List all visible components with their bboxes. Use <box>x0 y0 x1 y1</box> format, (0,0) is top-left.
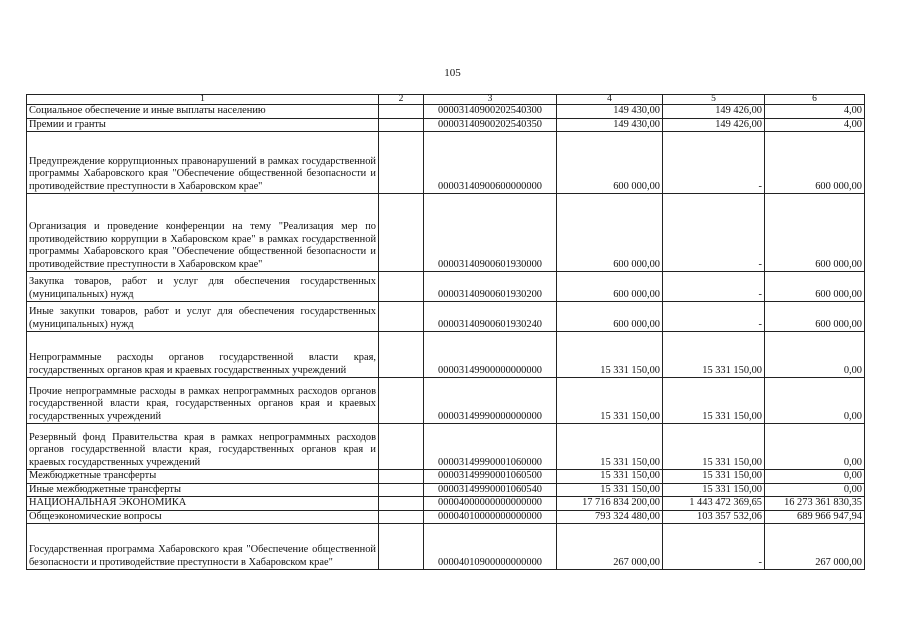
table-row <box>27 118 865 132</box>
row-value-executed: 149 426,00 <box>663 105 765 119</box>
row-value-executed: 15 331 150,00 <box>663 483 765 497</box>
row-section <box>379 272 424 302</box>
row-value-remainder: 0,00 <box>765 378 865 424</box>
row-name: Закупка товаров, работ и услуг для обеспечения государственных (муниципальных) нужд <box>27 272 379 302</box>
table-row <box>27 424 865 470</box>
table-row <box>27 378 865 424</box>
column-header: 6 <box>765 95 865 105</box>
row-code: 00004010900000000000 <box>424 524 557 570</box>
row-value-remainder: 600 000,00 <box>765 132 865 194</box>
row-value-remainder: 0,00 <box>765 332 865 378</box>
row-code: 00003149990001060540 <box>424 483 557 497</box>
row-value-approved: 149 430,00 <box>557 118 663 132</box>
row-code: 00003140900202540300 <box>424 105 557 119</box>
row-value-executed: - <box>663 302 765 332</box>
row-code: 00004000000000000000 <box>424 497 557 511</box>
row-section <box>379 378 424 424</box>
row-name: Резервный фонд Правительства края в рамках непрограммных расходов органов государственной власти края, государственных органов края и краевых государственных учреждений <box>27 424 379 470</box>
column-header: 4 <box>557 95 663 105</box>
row-value-remainder: 0,00 <box>765 483 865 497</box>
row-value-executed: 1 443 472 369,65 <box>663 497 765 511</box>
row-name: Организация и проведение конференции на тему "Реализация мер по противодействию коррупции в Хабаровском крае" в рамках государственной программы Хабаровского края "Обеспечение общественной безопасности и противодействие преступности в Хабаровском крае" <box>27 194 379 272</box>
row-value-approved: 149 430,00 <box>557 105 663 119</box>
row-value-remainder: 600 000,00 <box>765 272 865 302</box>
table-row <box>27 194 865 272</box>
row-section <box>379 424 424 470</box>
table-row <box>27 470 865 484</box>
row-value-executed: 15 331 150,00 <box>663 332 765 378</box>
row-value-approved: 267 000,00 <box>557 524 663 570</box>
row-section <box>379 524 424 570</box>
table-row <box>27 272 865 302</box>
table-row <box>27 524 865 570</box>
row-value-executed: - <box>663 194 765 272</box>
page-number: 105 <box>444 67 461 79</box>
row-value-executed: - <box>663 272 765 302</box>
table-row <box>27 332 865 378</box>
row-value-executed: - <box>663 524 765 570</box>
row-name: Государственная программа Хабаровского края "Обеспечение общественной безопасности и противодействие преступности в Хабаровском крае" <box>27 524 379 570</box>
row-value-remainder: 600 000,00 <box>765 302 865 332</box>
row-value-executed: - <box>663 132 765 194</box>
row-value-approved: 600 000,00 <box>557 132 663 194</box>
row-value-approved: 15 331 150,00 <box>557 470 663 484</box>
row-value-remainder: 0,00 <box>765 424 865 470</box>
row-value-approved: 600 000,00 <box>557 194 663 272</box>
row-value-executed: 15 331 150,00 <box>663 424 765 470</box>
row-code: 00003140900601930240 <box>424 302 557 332</box>
row-value-approved: 793 324 480,00 <box>557 510 663 524</box>
row-name: Прочие непрограммные расходы в рамках непрограммных расходов органов государственной власти края, государственных органов края и краевых государственных учреждений <box>27 378 379 424</box>
row-value-approved: 15 331 150,00 <box>557 424 663 470</box>
row-value-approved: 600 000,00 <box>557 302 663 332</box>
table-row <box>27 497 865 511</box>
row-value-executed: 103 357 532,06 <box>663 510 765 524</box>
row-value-executed: 15 331 150,00 <box>663 470 765 484</box>
row-name: Межбюджетные трансферты <box>27 470 379 484</box>
table-row <box>27 132 865 194</box>
row-section <box>379 118 424 132</box>
row-name: Социальное обеспечение и иные выплаты населению <box>27 105 379 119</box>
row-value-remainder: 0,00 <box>765 470 865 484</box>
row-section <box>379 132 424 194</box>
header-row <box>27 95 865 105</box>
table-row <box>27 483 865 497</box>
budget-table <box>26 94 865 570</box>
column-header: 5 <box>663 95 765 105</box>
table-row <box>27 510 865 524</box>
row-value-approved: 17 716 834 200,00 <box>557 497 663 511</box>
row-section <box>379 332 424 378</box>
row-name: Премии и гранты <box>27 118 379 132</box>
column-header: 1 <box>27 95 379 105</box>
row-name: Непрограммные расходы органов государственной власти края, государственных органов края и краевых государственных учреждений <box>27 332 379 378</box>
table-row <box>27 105 865 119</box>
row-code: 00003149900000000000 <box>424 332 557 378</box>
row-section <box>379 470 424 484</box>
table-row <box>27 302 865 332</box>
row-value-approved: 15 331 150,00 <box>557 483 663 497</box>
row-name: Иные закупки товаров, работ и услуг для обеспечения государственных (муниципальных) нужд <box>27 302 379 332</box>
row-value-approved: 15 331 150,00 <box>557 378 663 424</box>
column-header: 2 <box>379 95 424 105</box>
row-value-remainder: 16 273 361 830,35 <box>765 497 865 511</box>
row-code: 00003140900600000000 <box>424 132 557 194</box>
row-value-executed: 15 331 150,00 <box>663 378 765 424</box>
row-section <box>379 194 424 272</box>
row-name: Иные межбюджетные трансферты <box>27 483 379 497</box>
row-code: 00003140900601930200 <box>424 272 557 302</box>
row-section <box>379 302 424 332</box>
row-code: 00003149990001060000 <box>424 424 557 470</box>
row-code: 00003140900202540350 <box>424 118 557 132</box>
row-section <box>379 483 424 497</box>
row-code: 00004010000000000000 <box>424 510 557 524</box>
row-section <box>379 497 424 511</box>
row-value-executed: 149 426,00 <box>663 118 765 132</box>
row-value-remainder: 4,00 <box>765 105 865 119</box>
row-value-remainder: 689 966 947,94 <box>765 510 865 524</box>
row-code: 00003140900601930000 <box>424 194 557 272</box>
row-code: 00003149990000000000 <box>424 378 557 424</box>
row-section <box>379 510 424 524</box>
row-name: Предупреждение коррупционных правонарушений в рамках государственной программы Хабаровского края "Обеспечение общественной безопасности и противодействие преступности в Хабаровском крае" <box>27 132 379 194</box>
row-name: Общеэкономические вопросы <box>27 510 379 524</box>
row-name: НАЦИОНАЛЬНАЯ ЭКОНОМИКА <box>27 497 379 511</box>
row-section <box>379 105 424 119</box>
row-value-remainder: 4,00 <box>765 118 865 132</box>
row-value-remainder: 267 000,00 <box>765 524 865 570</box>
row-code: 00003149990001060500 <box>424 470 557 484</box>
row-value-approved: 15 331 150,00 <box>557 332 663 378</box>
column-header: 3 <box>424 95 557 105</box>
row-value-remainder: 600 000,00 <box>765 194 865 272</box>
row-value-approved: 600 000,00 <box>557 272 663 302</box>
